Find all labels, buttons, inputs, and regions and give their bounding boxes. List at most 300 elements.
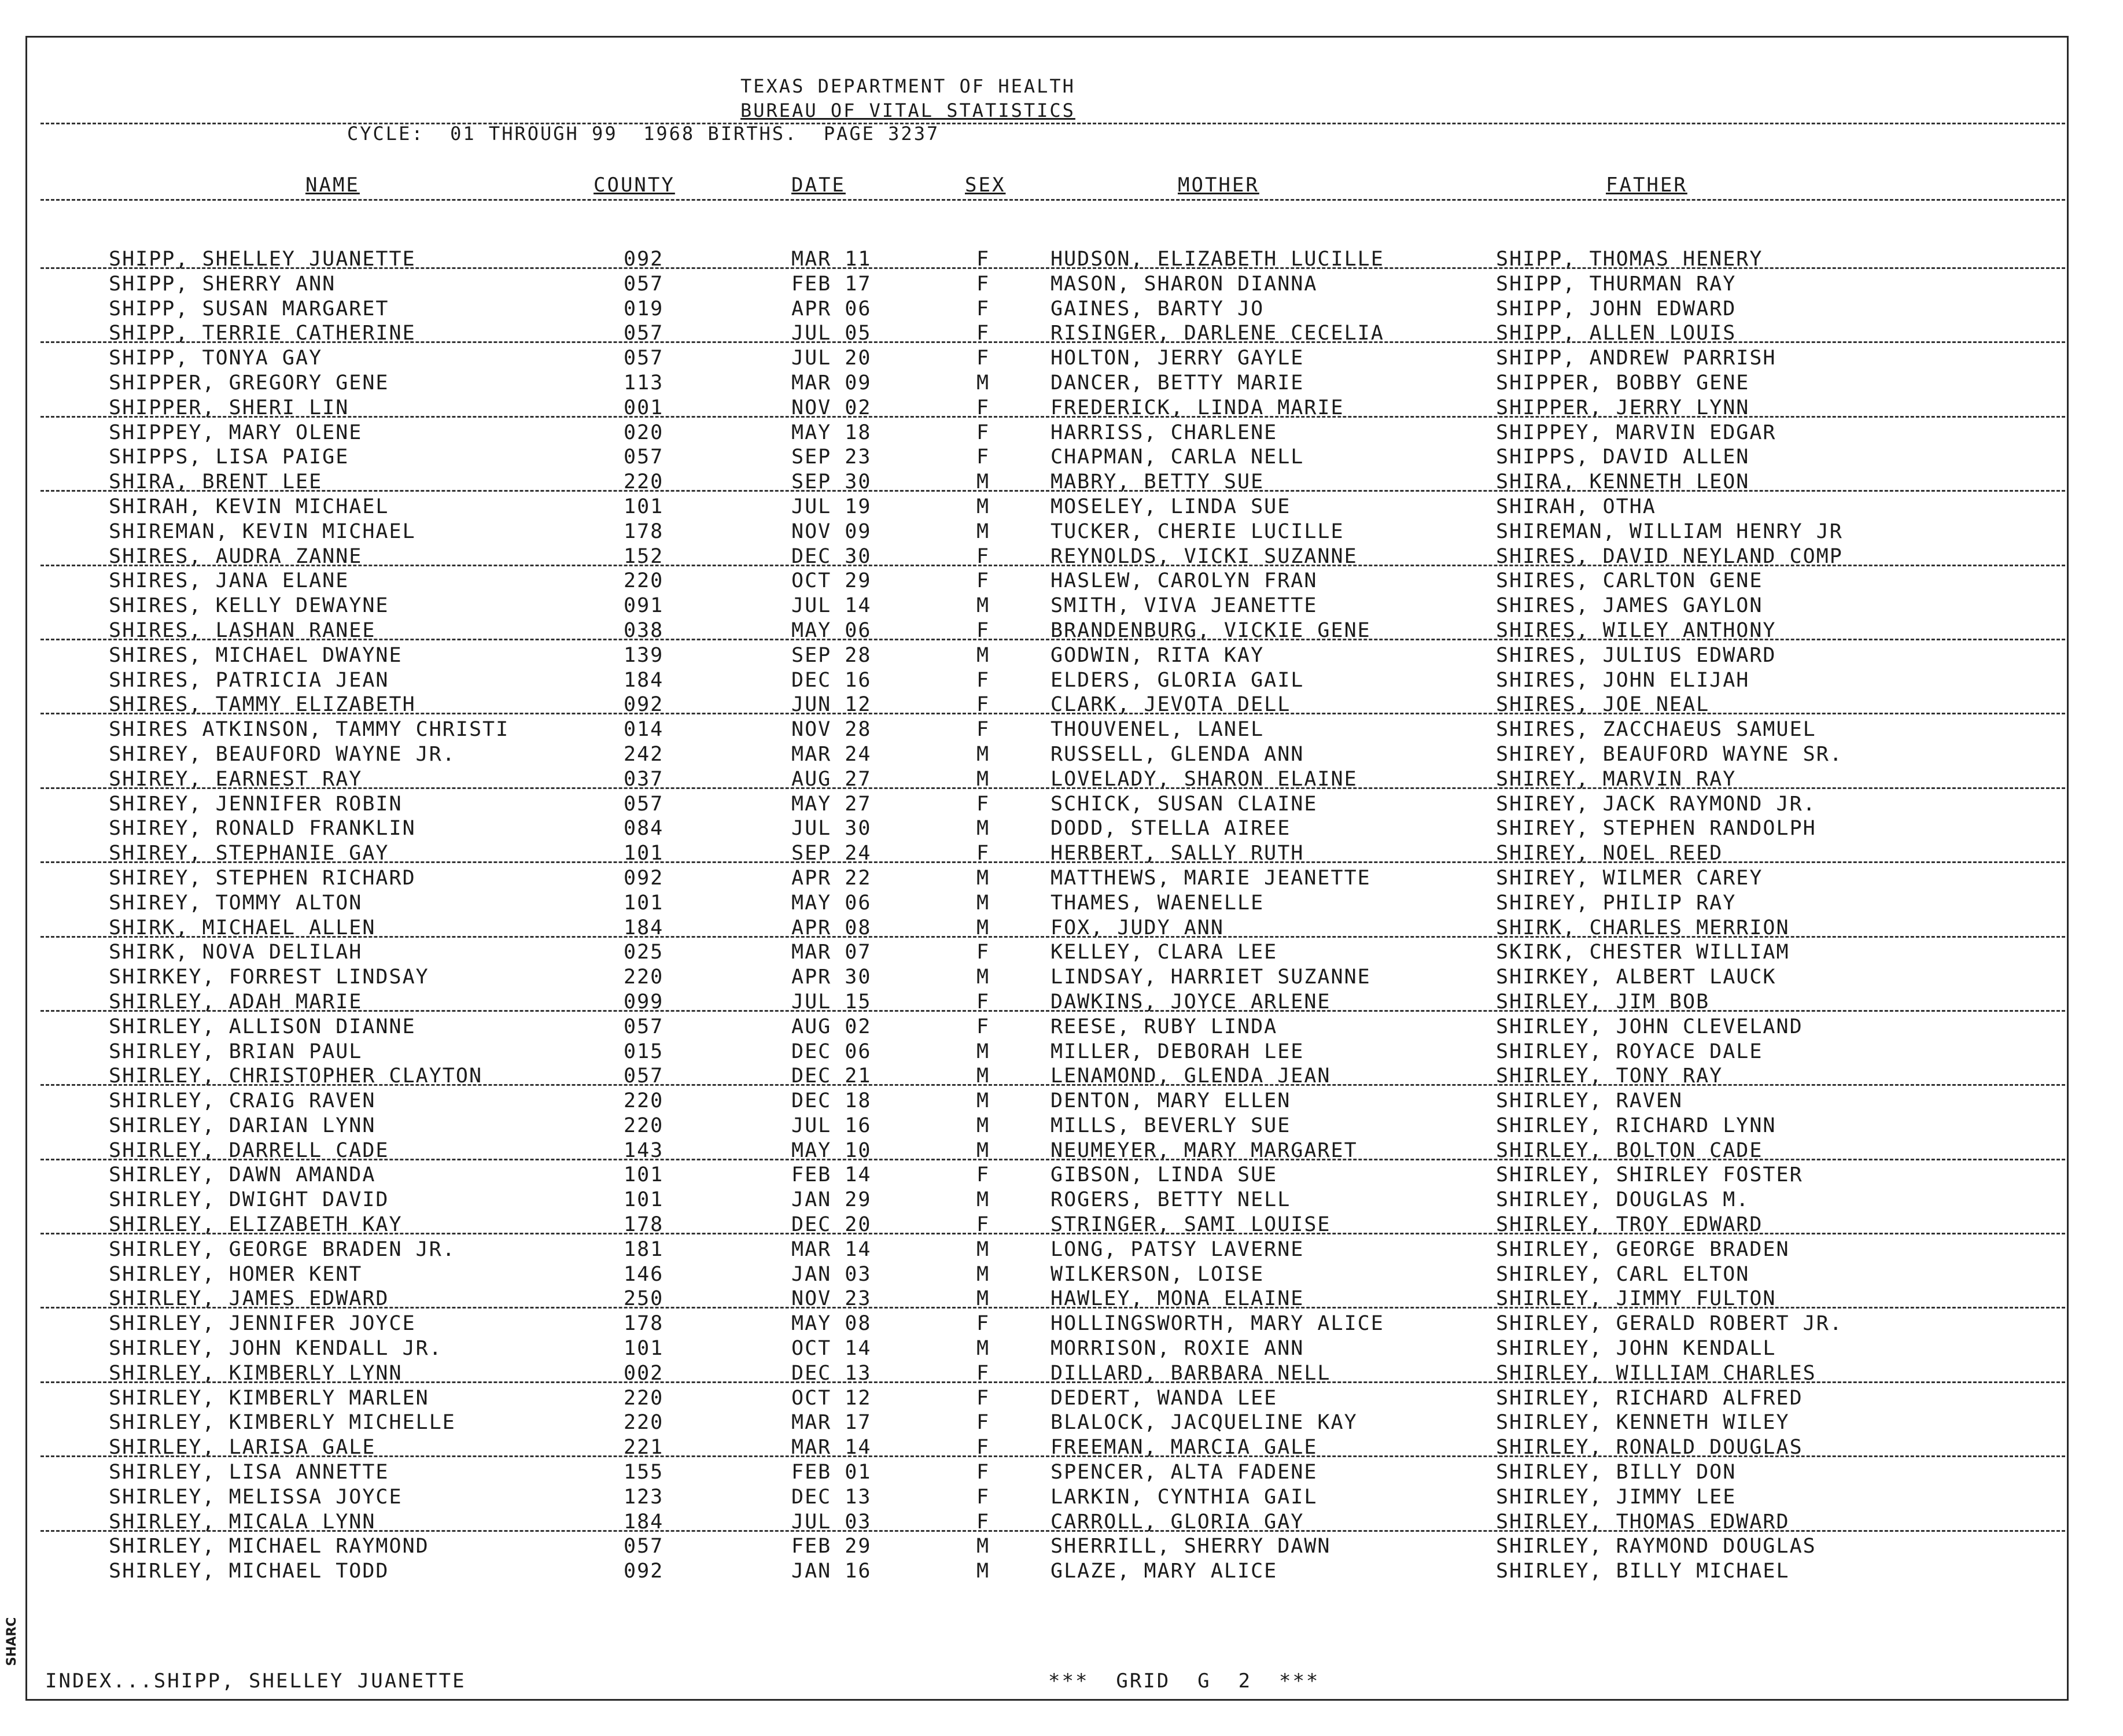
cell-sex: F <box>976 248 990 271</box>
table-row <box>0 990 2123 1015</box>
cell-date: JUL 30 <box>791 817 872 841</box>
table-row <box>0 297 2123 322</box>
cell-sex: M <box>976 1064 990 1088</box>
table-row <box>0 371 2123 396</box>
cell-sex: F <box>976 1213 990 1237</box>
cell-name: SHIRLEY, LISA ANNETTE <box>109 1461 389 1484</box>
cell-mother: DILLARD, BARBARA NELL <box>1051 1361 1331 1385</box>
table-row <box>0 768 2123 793</box>
cell-father: SHIRLEY, DOUGLAS M. <box>1496 1188 1750 1212</box>
cell-mother: THAMES, WAENELLE <box>1051 891 1265 915</box>
cell-father: SHIRES, DAVID NEYLAND COMP <box>1496 544 1843 568</box>
cell-name: SHIRES, PATRICIA JEAN <box>109 668 389 692</box>
cell-sex: M <box>976 866 990 890</box>
cell-sex: F <box>976 544 990 568</box>
cell-mother: GIBSON, LINDA SUE <box>1051 1163 1278 1187</box>
table-row <box>0 1337 2123 1362</box>
cell-sex: F <box>976 421 990 444</box>
cell-date: MAR 17 <box>791 1411 872 1435</box>
cell-sex: M <box>976 371 990 395</box>
cell-name: SHIRLEY, ADAH MARIE <box>109 990 363 1013</box>
table-row <box>0 1461 2123 1486</box>
cell-mother: RUSSELL, GLENDA ANN <box>1051 742 1304 766</box>
cell-name: SHIRLEY, CHRISTOPHER CLAYTON <box>109 1064 483 1088</box>
cell-county: 220 <box>624 965 664 989</box>
cell-mother: GAINES, BARTY JO <box>1051 297 1265 320</box>
cell-mother: FREDERICK, LINDA MARIE <box>1051 396 1344 419</box>
cell-date: MAY 08 <box>791 1312 872 1336</box>
cell-father: SKIRK, CHESTER WILLIAM <box>1496 941 1790 964</box>
cell-name: SHIPP, TERRIE CATHERINE <box>109 322 416 345</box>
cell-county: 178 <box>624 1312 664 1336</box>
side-mark: SHARC <box>5 1617 19 1666</box>
cell-mother: DAWKINS, JOYCE ARLENE <box>1051 990 1331 1013</box>
cell-sex: F <box>976 668 990 692</box>
table-row <box>0 941 2123 965</box>
cell-county: 101 <box>624 495 664 518</box>
table-row <box>0 693 2123 718</box>
cell-father: SHIRLEY, KENNETH WILEY <box>1496 1411 1790 1435</box>
cell-date: JUL 03 <box>791 1510 872 1534</box>
cell-date: FEB 14 <box>791 1163 872 1187</box>
table-row <box>0 1213 2123 1238</box>
cell-date: APR 30 <box>791 965 872 989</box>
cell-sex: F <box>976 1461 990 1484</box>
cell-sex: M <box>976 1040 990 1063</box>
cell-father: SHIPPER, BOBBY GENE <box>1496 371 1750 395</box>
cell-sex: M <box>976 1114 990 1137</box>
table-row <box>0 470 2123 495</box>
cell-mother: TUCKER, CHERIE LUCILLE <box>1051 519 1344 543</box>
cell-sex: F <box>976 718 990 742</box>
cell-mother: THOUVENEL, LANEL <box>1051 718 1265 742</box>
cell-father: SHIRAH, OTHA <box>1496 495 1656 518</box>
cell-date: MAY 10 <box>791 1138 872 1162</box>
bureau-title: BUREAU OF VITAL STATISTICS <box>740 99 1075 121</box>
cell-name: SHIREMAN, KEVIN MICHAEL <box>109 519 416 543</box>
table-row <box>0 842 2123 867</box>
cell-name: SHIRLEY, JAMES EDWARD <box>109 1287 389 1311</box>
table-row <box>0 1188 2123 1213</box>
cell-name: SHIPP, SHELLEY JUANETTE <box>109 248 416 271</box>
cell-date: MAR 14 <box>791 1237 872 1261</box>
table-row <box>0 619 2123 644</box>
table-row <box>0 669 2123 694</box>
cell-mother: KELLEY, CLARA LEE <box>1051 941 1278 964</box>
cell-date: JUL 14 <box>791 594 872 618</box>
cell-mother: LOVELADY, SHARON ELAINE <box>1051 767 1358 791</box>
cell-name: SHIRLEY, HOMER KENT <box>109 1262 363 1286</box>
table-row <box>0 1238 2123 1263</box>
cell-mother: HARRISS, CHARLENE <box>1051 421 1278 444</box>
cell-sex: F <box>976 990 990 1013</box>
cell-name: SHIRLEY, JOHN KENDALL JR. <box>109 1337 443 1361</box>
cell-sex: F <box>976 1361 990 1385</box>
table-row <box>0 1089 2123 1114</box>
cell-sex: M <box>976 643 990 667</box>
cell-mother: GODWIN, RITA KAY <box>1051 643 1265 667</box>
cell-father: SHIRLEY, BILLY DON <box>1496 1461 1737 1484</box>
cell-father: SHIRA, KENNETH LEON <box>1496 470 1750 494</box>
cell-father: SHIRES, JAMES GAYLON <box>1496 594 1763 618</box>
cell-sex: F <box>976 1485 990 1509</box>
cell-county: 057 <box>624 792 664 816</box>
cell-county: 057 <box>624 445 664 469</box>
cell-sex: F <box>976 792 990 816</box>
cell-father: SHIRLEY, TONY RAY <box>1496 1064 1723 1088</box>
cell-date: JAN 29 <box>791 1188 872 1212</box>
cell-mother: LARKIN, CYNTHIA GAIL <box>1051 1485 1318 1509</box>
cell-father: SHIPP, ANDREW PARRISH <box>1496 347 1776 370</box>
cell-name: SHIRA, BRENT LEE <box>109 470 323 494</box>
cell-father: SHIREY, STEPHEN RANDOLPH <box>1496 817 1816 841</box>
cell-father: SHIRES, WILEY ANTHONY <box>1496 618 1776 642</box>
cell-mother: MILLER, DEBORAH LEE <box>1051 1040 1304 1063</box>
cell-county: 220 <box>624 1089 664 1113</box>
table-row <box>0 1287 2123 1312</box>
cell-mother: DENTON, MARY ELLEN <box>1051 1089 1291 1113</box>
table-row <box>0 1139 2123 1164</box>
cell-mother: REYNOLDS, VICKI SUZANNE <box>1051 544 1358 568</box>
cell-sex: F <box>976 1411 990 1435</box>
cell-date: SEP 24 <box>791 842 872 865</box>
cell-county: 221 <box>624 1436 664 1459</box>
cell-county: 057 <box>624 347 664 370</box>
cell-father: SHIRES, JULIUS EDWARD <box>1496 643 1776 667</box>
table-row <box>0 1436 2123 1461</box>
cell-date: MAR 07 <box>791 941 872 964</box>
table-row <box>0 322 2123 347</box>
table-row <box>0 1535 2123 1560</box>
cell-father: SHIRES, ZACCHAEUS SAMUEL <box>1496 718 1816 742</box>
cell-county: 057 <box>624 1064 664 1088</box>
cell-father: SHIRLEY, BOLTON CADE <box>1496 1138 1763 1162</box>
cell-sex: F <box>976 1510 990 1534</box>
table-row <box>0 1040 2123 1065</box>
cell-sex: M <box>976 1138 990 1162</box>
cell-county: 057 <box>624 1015 664 1038</box>
cell-mother: HAWLEY, MONA ELAINE <box>1051 1287 1304 1311</box>
cell-name: SHIRES, KELLY DEWAYNE <box>109 594 389 618</box>
cell-date: JUL 05 <box>791 322 872 345</box>
cell-father: SHIRLEY, CARL ELTON <box>1496 1262 1750 1286</box>
cell-date: APR 08 <box>791 916 872 939</box>
cell-mother: STRINGER, SAMI LOUISE <box>1051 1213 1331 1237</box>
cell-county: 155 <box>624 1461 664 1484</box>
cell-father: SHIREMAN, WILLIAM HENRY JR <box>1496 519 1843 543</box>
cell-name: SHIPP, SHERRY ANN <box>109 272 336 296</box>
cell-father: SHIREY, WILMER CAREY <box>1496 866 1763 890</box>
cell-name: SHIRLEY, DWIGHT DAVID <box>109 1188 389 1212</box>
cell-date: JUL 19 <box>791 495 872 518</box>
column-header-mother: MOTHER <box>1178 174 1259 197</box>
table-row <box>0 445 2123 470</box>
cell-father: SHIRLEY, GEORGE BRADEN <box>1496 1237 1790 1261</box>
cell-mother: HOLLINGSWORTH, MARY ALICE <box>1051 1312 1384 1336</box>
cell-name: SHIREY, EARNEST RAY <box>109 767 363 791</box>
cell-mother: DANCER, BETTY MARIE <box>1051 371 1304 395</box>
cell-mother: HUDSON, ELIZABETH LUCILLE <box>1051 248 1384 271</box>
cell-father: SHIREY, JACK RAYMOND JR. <box>1496 792 1816 816</box>
cell-date: APR 06 <box>791 297 872 320</box>
column-header-date: DATE <box>791 174 846 197</box>
table-row <box>0 495 2123 520</box>
cell-sex: F <box>976 693 990 717</box>
cell-father: SHIRLEY, SHIRLEY FOSTER <box>1496 1163 1803 1187</box>
cell-date: AUG 02 <box>791 1015 872 1038</box>
cell-date: APR 22 <box>791 866 872 890</box>
cell-name: SHIPPER, GREGORY GENE <box>109 371 389 395</box>
cell-county: 092 <box>624 248 664 271</box>
cell-sex: M <box>976 965 990 989</box>
cell-county: 242 <box>624 742 664 766</box>
cell-name: SHIRLEY, ELIZABETH KAY <box>109 1213 403 1237</box>
cell-father: SHIPP, JOHN EDWARD <box>1496 297 1737 320</box>
cell-name: SHIRLEY, DARIAN LYNN <box>109 1114 376 1137</box>
cell-mother: CHAPMAN, CARLA NELL <box>1051 445 1304 469</box>
cell-mother: SHERRILL, SHERRY DAWN <box>1051 1535 1331 1558</box>
table-row <box>0 891 2123 916</box>
cell-mother: GLAZE, MARY ALICE <box>1051 1560 1278 1583</box>
table-row <box>0 272 2123 297</box>
cell-name: SHIRES, AUDRA ZANNE <box>109 544 363 568</box>
cell-sex: F <box>976 569 990 593</box>
cell-sex: F <box>976 1163 990 1187</box>
cell-name: SHIREY, JENNIFER ROBIN <box>109 792 403 816</box>
table-row <box>0 1387 2123 1411</box>
cell-county: 099 <box>624 990 664 1013</box>
cell-date: DEC 18 <box>791 1089 872 1113</box>
cell-date: DEC 30 <box>791 544 872 568</box>
cell-name: SHIRLEY, KIMBERLY MICHELLE <box>109 1411 456 1435</box>
cell-name: SHIPPER, SHERI LIN <box>109 396 349 419</box>
cell-sex: M <box>976 519 990 543</box>
cell-mother: DODD, STELLA AIREE <box>1051 817 1291 841</box>
cell-name: SHIPP, TONYA GAY <box>109 347 323 370</box>
cell-father: SHIREY, PHILIP RAY <box>1496 891 1737 915</box>
index-footer: INDEX...SHIPP, SHELLEY JUANETTE <box>45 1669 466 1693</box>
cell-date: FEB 17 <box>791 272 872 296</box>
cell-sex: F <box>976 1015 990 1038</box>
cell-date: SEP 28 <box>791 643 872 667</box>
cell-county: 002 <box>624 1361 664 1385</box>
cell-mother: WILKERSON, LOISE <box>1051 1262 1265 1286</box>
cell-county: 091 <box>624 594 664 618</box>
cell-county: 101 <box>624 842 664 865</box>
cell-father: SHIRLEY, RAYMOND DOUGLAS <box>1496 1535 1816 1558</box>
cell-county: 152 <box>624 544 664 568</box>
cell-mother: RISINGER, DARLENE CECELIA <box>1051 322 1384 345</box>
cell-mother: REESE, RUBY LINDA <box>1051 1015 1278 1038</box>
cell-sex: F <box>976 322 990 345</box>
cell-father: SHIPPS, DAVID ALLEN <box>1496 445 1750 469</box>
cell-sex: M <box>976 1262 990 1286</box>
cell-sex: F <box>976 618 990 642</box>
cell-date: DEC 16 <box>791 668 872 692</box>
cell-father: SHIRES, CARLTON GENE <box>1496 569 1763 593</box>
cell-sex: M <box>976 767 990 791</box>
column-header-divider <box>40 199 2065 201</box>
table-row <box>0 1312 2123 1337</box>
cell-date: DEC 13 <box>791 1361 872 1385</box>
cell-county: 184 <box>624 668 664 692</box>
cell-father: SHIRLEY, TROY EDWARD <box>1496 1213 1763 1237</box>
cell-mother: MILLS, BEVERLY SUE <box>1051 1114 1291 1137</box>
cell-father: SHIRLEY, JOHN KENDALL <box>1496 1337 1776 1361</box>
cell-mother: MOSELEY, LINDA SUE <box>1051 495 1291 518</box>
cell-name: SHIREY, STEPHEN RICHARD <box>109 866 416 890</box>
cell-father: SHIRLEY, WILLIAM CHARLES <box>1496 1361 1816 1385</box>
cell-county: 143 <box>624 1138 664 1162</box>
cell-date: JAN 03 <box>791 1262 872 1286</box>
cell-mother: ELDERS, GLORIA GAIL <box>1051 668 1304 692</box>
grid-footer: *** GRID G 2 *** <box>1048 1669 1320 1693</box>
cell-name: SHIRLEY, DARRELL CADE <box>109 1138 389 1162</box>
cell-name: SHIRK, MICHAEL ALLEN <box>109 916 376 939</box>
cell-sex: M <box>976 1535 990 1558</box>
table-row <box>0 718 2123 743</box>
cell-date: JUL 16 <box>791 1114 872 1137</box>
cell-name: SHIRK, NOVA DELILAH <box>109 941 363 964</box>
cell-date: JUL 15 <box>791 990 872 1013</box>
cell-mother: BRANDENBURG, VICKIE GENE <box>1051 618 1371 642</box>
cell-date: MAY 27 <box>791 792 872 816</box>
cell-county: 057 <box>624 272 664 296</box>
table-row <box>0 1163 2123 1188</box>
cell-sex: F <box>976 1436 990 1459</box>
cell-county: 037 <box>624 767 664 791</box>
cell-date: SEP 30 <box>791 470 872 494</box>
table-row <box>0 1263 2123 1288</box>
cell-name: SHIRES, MICHAEL DWAYNE <box>109 643 403 667</box>
cell-county: 057 <box>624 322 664 345</box>
table-row <box>0 1362 2123 1387</box>
cell-father: SHIPP, ALLEN LOUIS <box>1496 322 1737 345</box>
cell-date: NOV 23 <box>791 1287 872 1311</box>
cell-sex: M <box>976 495 990 518</box>
cell-county: 178 <box>624 519 664 543</box>
table-row <box>0 421 2123 446</box>
table-row <box>0 569 2123 594</box>
cell-mother: SMITH, VIVA JEANETTE <box>1051 594 1318 618</box>
cell-date: MAY 06 <box>791 891 872 915</box>
cell-county: 101 <box>624 1188 664 1212</box>
cell-date: SEP 23 <box>791 445 872 469</box>
cell-name: SHIPPEY, MARY OLENE <box>109 421 363 444</box>
cell-father: SHIRKEY, ALBERT LAUCK <box>1496 965 1776 989</box>
table-row <box>0 1064 2123 1089</box>
cell-county: 220 <box>624 470 664 494</box>
cell-father: SHIRES, JOE NEAL <box>1496 693 1710 717</box>
cell-father: SHIREY, MARVIN RAY <box>1496 767 1737 791</box>
column-header-county: COUNTY <box>594 174 675 197</box>
cell-name: SHIREY, TOMMY ALTON <box>109 891 363 915</box>
cell-sex: F <box>976 1386 990 1410</box>
cell-county: 101 <box>624 1163 664 1187</box>
cell-mother: BLALOCK, JACQUELINE KAY <box>1051 1411 1358 1435</box>
cell-sex: M <box>976 594 990 618</box>
cell-name: SHIRES, JANA ELANE <box>109 569 349 593</box>
cell-county: 019 <box>624 297 664 320</box>
cell-date: OCT 29 <box>791 569 872 593</box>
cell-name: SHIRKEY, FORREST LINDSAY <box>109 965 429 989</box>
cell-date: NOV 09 <box>791 519 872 543</box>
cell-county: 015 <box>624 1040 664 1063</box>
cell-county: 220 <box>624 1411 664 1435</box>
cell-mother: LENAMOND, GLENDA JEAN <box>1051 1064 1331 1088</box>
cell-sex: M <box>976 817 990 841</box>
cell-sex: F <box>976 842 990 865</box>
cell-sex: M <box>976 1337 990 1361</box>
cell-county: 092 <box>624 866 664 890</box>
cell-name: SHIRES, TAMMY ELIZABETH <box>109 693 416 717</box>
cell-name: SHIRLEY, KIMBERLY MARLEN <box>109 1386 429 1410</box>
cell-name: SHIPP, SUSAN MARGARET <box>109 297 389 320</box>
table-row <box>0 1411 2123 1436</box>
cell-mother: HOLTON, JERRY GAYLE <box>1051 347 1304 370</box>
cell-father: SHIPP, THURMAN RAY <box>1496 272 1737 296</box>
cell-sex: F <box>976 297 990 320</box>
cell-mother: CLARK, JEVOTA DELL <box>1051 693 1291 717</box>
cell-date: MAR 09 <box>791 371 872 395</box>
cell-mother: HERBERT, SALLY RUTH <box>1051 842 1304 865</box>
cell-name: SHIRLEY, GEORGE BRADEN JR. <box>109 1237 456 1261</box>
cell-sex: M <box>976 1237 990 1261</box>
cell-sex: M <box>976 1089 990 1113</box>
cell-date: MAY 06 <box>791 618 872 642</box>
cell-mother: LINDSAY, HARRIET SUZANNE <box>1051 965 1371 989</box>
cell-name: SHIRLEY, MICHAEL RAYMOND <box>109 1535 429 1558</box>
column-header-name: NAME <box>305 174 360 197</box>
cell-county: 025 <box>624 941 664 964</box>
cell-sex: F <box>976 347 990 370</box>
cell-father: SHIRLEY, BILLY MICHAEL <box>1496 1560 1790 1583</box>
cell-date: MAR 24 <box>791 742 872 766</box>
cell-sex: M <box>976 916 990 939</box>
cell-county: 220 <box>624 1114 664 1137</box>
cell-date: DEC 13 <box>791 1485 872 1509</box>
table-row <box>0 1114 2123 1139</box>
cell-date: OCT 12 <box>791 1386 872 1410</box>
cell-name: SHIREY, RONALD FRANKLIN <box>109 817 416 841</box>
cell-mother: MASON, SHARON DIANNA <box>1051 272 1318 296</box>
cell-name: SHIREY, STEPHANIE GAY <box>109 842 389 865</box>
table-row <box>0 1486 2123 1510</box>
cell-mother: MORRISON, ROXIE ANN <box>1051 1337 1304 1361</box>
cell-father: SHIRLEY, GERALD ROBERT JR. <box>1496 1312 1843 1336</box>
cell-sex: M <box>976 470 990 494</box>
cell-sex: F <box>976 445 990 469</box>
cell-name: SHIREY, BEAUFORD WAYNE JR. <box>109 742 456 766</box>
cell-date: MAR 14 <box>791 1436 872 1459</box>
cell-name: SHIRLEY, LARISA GALE <box>109 1436 376 1459</box>
cell-mother: NEUMEYER, MARY MARGARET <box>1051 1138 1358 1162</box>
cell-father: SHIRLEY, RONALD DOUGLAS <box>1496 1436 1803 1459</box>
table-row <box>0 743 2123 768</box>
cell-sex: F <box>976 941 990 964</box>
cell-father: SHIRLEY, JIM BOB <box>1496 990 1710 1013</box>
cell-county: 057 <box>624 1535 664 1558</box>
cell-county: 038 <box>624 618 664 642</box>
cell-date: JUL 20 <box>791 347 872 370</box>
cell-father: SHIRLEY, JIMMY FULTON <box>1496 1287 1776 1311</box>
cell-name: SHIRLEY, MICHAEL TODD <box>109 1560 389 1583</box>
cell-father: SHIPPER, JERRY LYNN <box>1496 396 1750 419</box>
cell-name: SHIRES, LASHAN RANEE <box>109 618 376 642</box>
cell-date: AUG 27 <box>791 767 872 791</box>
cell-name: SHIRAH, KEVIN MICHAEL <box>109 495 389 518</box>
table-row <box>0 1560 2123 1584</box>
